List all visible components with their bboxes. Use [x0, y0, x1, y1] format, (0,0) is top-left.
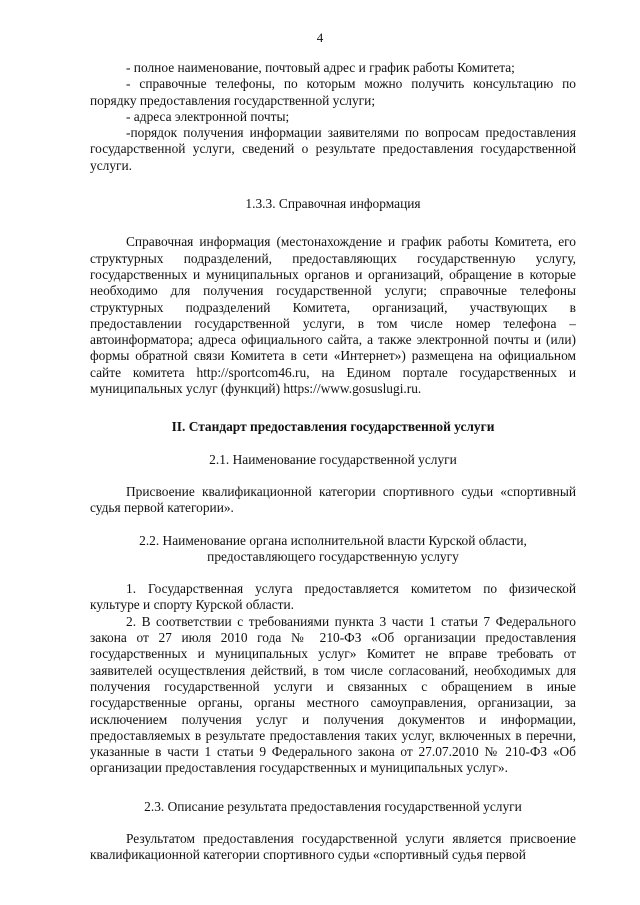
service-name-paragraph: Присвоение квалификационной категории спортивного судьи «спортивный судья первой категории». — [90, 483, 576, 516]
list-item: -порядок получения информации заявителями по вопросам предоставления государственной услуги, сведений о результате предоставления государственной услуги. — [90, 125, 576, 173]
authority-paragraph-2: 2. В соответствии с требованиями пункта 3 части 1 статьи 7 Федерального закона от 27 июля 2010 года № 210-ФЗ «Об организации предоставления государственных и муниципальных услуг» Комитет не вправе требовать от заявителей осуществления действий, в том числе согласований, необходимых для получения государственной услуги и связанных с обращением в иные государственные органы, органы местного самоуправления, организации, за исключением получения услуг и получения документов и информации, предоставляемых в результате предоставления таких услуг, включенных в перечни, указанные в части 1 статьи 9 Федерального закона от 27.07.2010 № 210-ФЗ «Об организации предоставления государственных и муниципальных услуг». — [90, 613, 576, 776]
authority-paragraph-1: 1. Государственная услуга предоставляется комитетом по физической культуре и спорту Курской области. — [90, 581, 576, 613]
list-item: - полное наименование, почтовый адрес и график работы Комитета; — [126, 60, 515, 75]
subsection-heading-2-2-line1: 2.2. Наименование органа исполнительной власти Курской области, — [139, 532, 527, 548]
list-item: - справочные телефоны, по которым можно получить консультацию по порядку предоставления государственной услуги; — [90, 76, 576, 108]
subsection-heading-2-1: 2.1. Наименование государственной услуги — [209, 451, 457, 467]
subsection-heading-2-2-line2: предоставляющего государственную услугу — [207, 548, 459, 564]
section-heading-2: II. Стандарт предоставления государственной услуги — [171, 419, 495, 435]
list-item: - адреса электронной почты; — [126, 108, 290, 124]
result-paragraph: Результатом предоставления государственной услуги является присвоение квалификационной категории спортивного судьи «спортивный судья первой — [90, 830, 576, 863]
subsection-heading-1-3-3: 1.3.3. Справочная информация — [245, 196, 421, 212]
subsection-heading-2-3: 2.3. Описание результата предоставления государственной услуги — [144, 798, 522, 814]
page-content — [90, 60, 576, 864]
page-number: 4 — [316, 30, 324, 45]
reference-info-paragraph: Справочная информация (местонахождение и график работы Комитета, его структурных подразделений, предоставляющих государственную услугу, государственных и муниципальных органов и организаций, обращение в которые необходимо для получения государственной услуги; справочные телефоны структурных подразделений Комитета, организаций, участвующих в предоставлении государственной услуги, в том числе номер телефона – автоинформатора; адреса официального сайта, а также электронной почты и (или) формы обратной связи Комитета в сети «Интернет») размещена на официальном сайте комитета http://sportcom46.ru, на Едином портале государственных и муниципальных услуг (функций) https://www.gosuslugi.ru. — [90, 234, 576, 397]
